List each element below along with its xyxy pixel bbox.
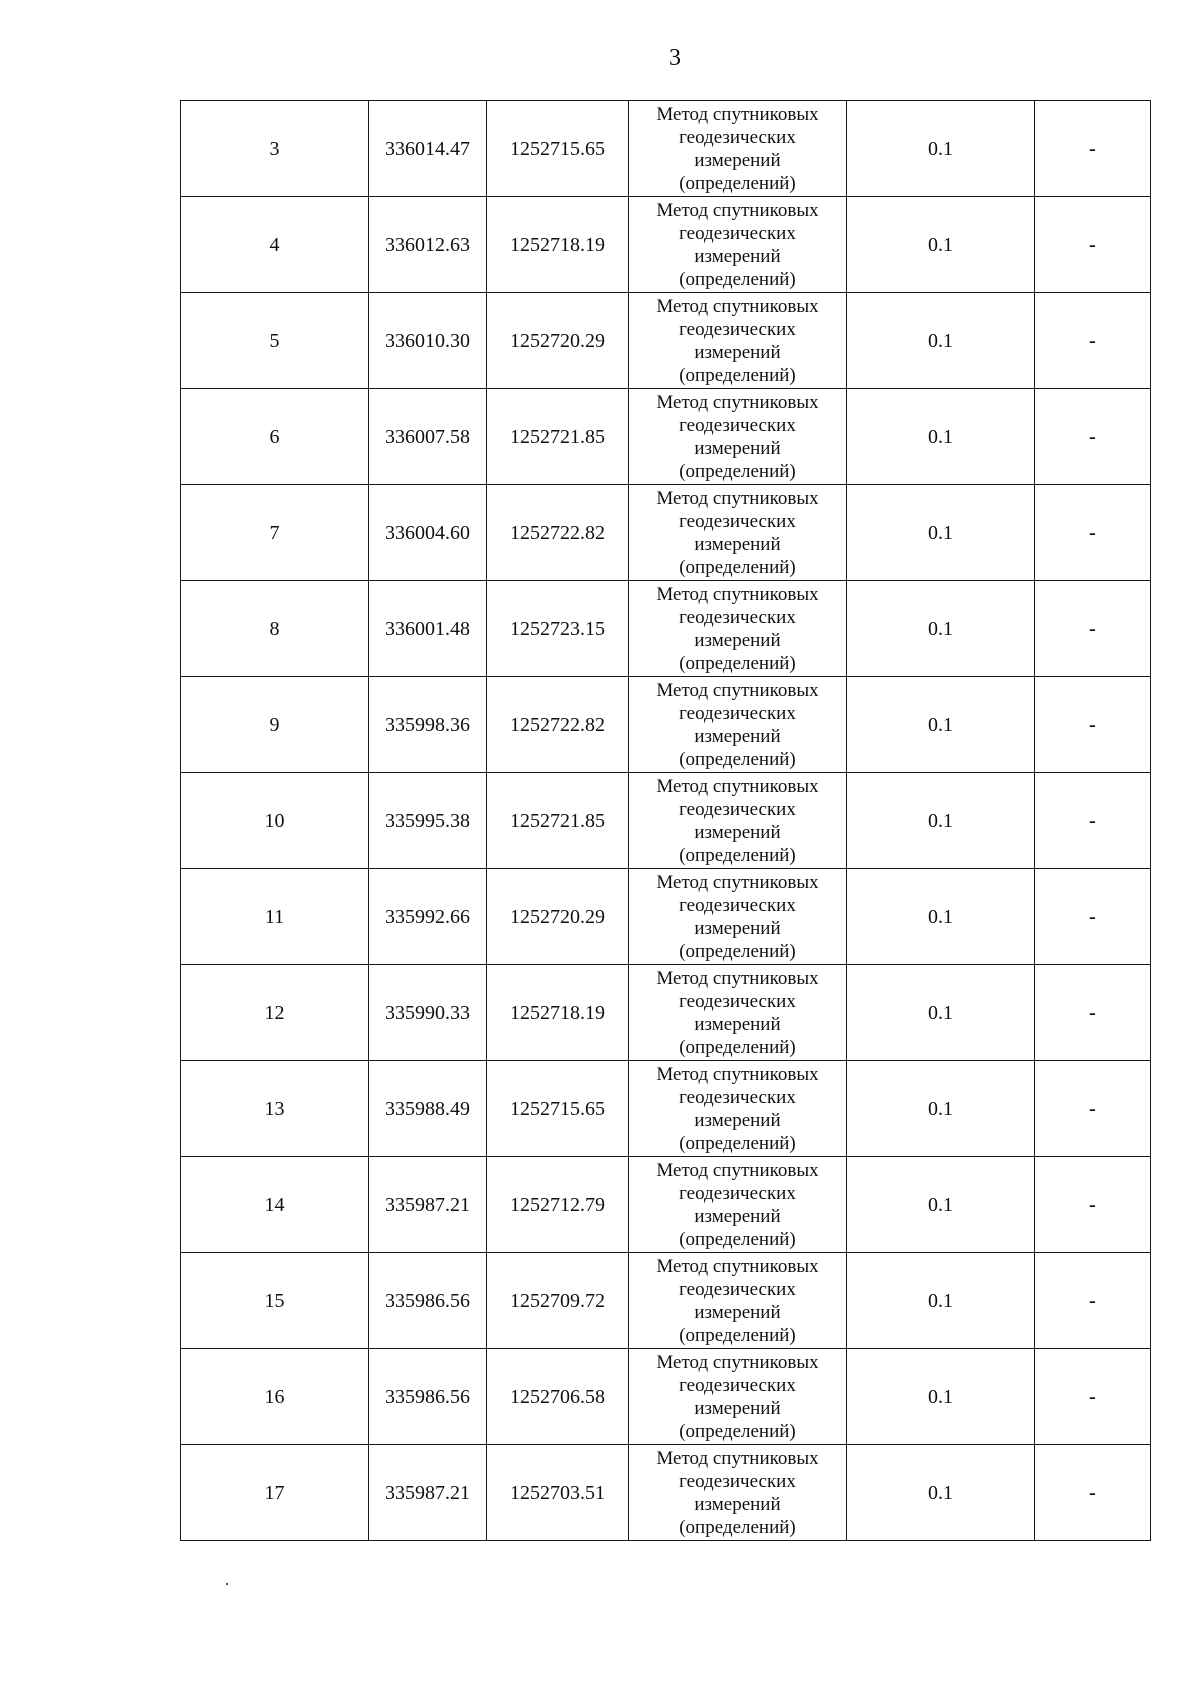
method-line-3: измерений [694,533,781,555]
method-line-2: геодезических [679,1374,796,1396]
method-line-2: геодезических [679,414,796,436]
note-cell: - [1035,293,1151,389]
accuracy-cell: 0.1 [847,965,1035,1061]
method-line-3: измерений [694,629,781,651]
x-coordinate-cell: 335986.56 [369,1253,487,1349]
method-line-4: (определений) [679,460,796,482]
note-cell: - [1035,1253,1151,1349]
x-coordinate-cell: 335986.56 [369,1349,487,1445]
method-cell [629,389,847,485]
method-cell [629,197,847,293]
accuracy-cell: 0.1 [847,1253,1035,1349]
method-line-2: геодезических [679,318,796,340]
method-line-1: Метод спутниковых [656,1159,819,1181]
accuracy-cell: 0.1 [847,1445,1035,1541]
table-row [181,1445,1151,1541]
method-line-4: (определений) [679,268,796,290]
point-number-cell: 13 [181,1061,369,1157]
y-coordinate-cell: 1252720.29 [487,293,629,389]
method-line-4: (определений) [679,652,796,674]
method-line-2: геодезических [679,798,796,820]
point-number-cell: 11 [181,869,369,965]
scan-speck [226,1583,228,1585]
y-coordinate-cell: 1252718.19 [487,197,629,293]
method-line-2: геодезических [679,894,796,916]
method-line-3: измерений [694,1301,781,1323]
point-number-cell: 7 [181,485,369,581]
note-cell: - [1035,1349,1151,1445]
point-number-cell: 17 [181,1445,369,1541]
x-coordinate-cell: 336010.30 [369,293,487,389]
note-cell: - [1035,773,1151,869]
method-cell [629,869,847,965]
accuracy-cell: 0.1 [847,869,1035,965]
accuracy-cell: 0.1 [847,581,1035,677]
y-coordinate-cell: 1252721.85 [487,773,629,869]
table-row [181,197,1151,293]
x-coordinate-cell: 335987.21 [369,1157,487,1253]
method-cell [629,965,847,1061]
method-line-1: Метод спутниковых [656,295,819,317]
method-line-3: измерений [694,245,781,267]
method-line-1: Метод спутниковых [656,967,819,989]
y-coordinate-cell: 1252723.15 [487,581,629,677]
method-line-1: Метод спутниковых [656,679,819,701]
y-coordinate-cell: 1252712.79 [487,1157,629,1253]
accuracy-cell: 0.1 [847,1061,1035,1157]
method-line-2: геодезических [679,1182,796,1204]
method-line-2: геодезических [679,702,796,724]
method-cell [629,581,847,677]
method-line-3: измерений [694,725,781,747]
table-row [181,101,1151,197]
point-number-cell: 12 [181,965,369,1061]
table-row [181,1349,1151,1445]
method-line-2: геодезических [679,1470,796,1492]
method-line-4: (определений) [679,844,796,866]
method-line-1: Метод спутниковых [656,583,819,605]
method-line-1: Метод спутниковых [656,1063,819,1085]
table-row [181,1253,1151,1349]
point-number-cell: 16 [181,1349,369,1445]
method-cell [629,485,847,581]
method-line-4: (определений) [679,556,796,578]
accuracy-cell: 0.1 [847,773,1035,869]
method-line-3: измерений [694,1205,781,1227]
accuracy-cell: 0.1 [847,197,1035,293]
note-cell: - [1035,869,1151,965]
x-coordinate-cell: 336007.58 [369,389,487,485]
accuracy-cell: 0.1 [847,1349,1035,1445]
note-cell: - [1035,1157,1151,1253]
method-line-1: Метод спутниковых [656,199,819,221]
method-line-2: геодезических [679,990,796,1012]
coordinates-table [180,100,1151,1541]
x-coordinate-cell: 335987.21 [369,1445,487,1541]
coordinates-table-container [180,100,1151,1541]
page-number: 3 [669,45,681,71]
method-line-4: (определений) [679,1324,796,1346]
method-line-4: (определений) [679,1132,796,1154]
method-line-4: (определений) [679,1516,796,1538]
y-coordinate-cell: 1252715.65 [487,101,629,197]
method-line-1: Метод спутниковых [656,103,819,125]
method-cell [629,1349,847,1445]
method-cell [629,293,847,389]
method-line-3: измерений [694,1397,781,1419]
method-line-4: (определений) [679,1036,796,1058]
method-line-3: измерений [694,437,781,459]
method-line-4: (определений) [679,1228,796,1250]
method-line-4: (определений) [679,1420,796,1442]
method-line-1: Метод спутниковых [656,871,819,893]
method-line-3: измерений [694,821,781,843]
x-coordinate-cell: 335992.66 [369,869,487,965]
method-line-1: Метод спутниковых [656,391,819,413]
method-line-2: геодезических [679,1278,796,1300]
method-line-3: измерений [694,1109,781,1131]
note-cell: - [1035,1445,1151,1541]
method-line-2: геодезических [679,606,796,628]
method-line-1: Метод спутниковых [656,1351,819,1373]
method-line-1: Метод спутниковых [656,775,819,797]
y-coordinate-cell: 1252715.65 [487,1061,629,1157]
method-cell [629,773,847,869]
table-row [181,389,1151,485]
x-coordinate-cell: 335988.49 [369,1061,487,1157]
table-row [181,1157,1151,1253]
accuracy-cell: 0.1 [847,101,1035,197]
y-coordinate-cell: 1252703.51 [487,1445,629,1541]
y-coordinate-cell: 1252721.85 [487,389,629,485]
table-row [181,581,1151,677]
method-line-3: измерений [694,917,781,939]
x-coordinate-cell: 336014.47 [369,101,487,197]
table-row [181,965,1151,1061]
note-cell: - [1035,485,1151,581]
method-line-1: Метод спутниковых [656,1255,819,1277]
method-line-2: геодезических [679,222,796,244]
method-line-1: Метод спутниковых [656,1447,819,1469]
note-cell: - [1035,677,1151,773]
point-number-cell: 4 [181,197,369,293]
method-line-2: геодезических [679,1086,796,1108]
method-cell [629,1253,847,1349]
point-number-cell: 9 [181,677,369,773]
point-number-cell: 5 [181,293,369,389]
method-line-4: (определений) [679,940,796,962]
x-coordinate-cell: 335990.33 [369,965,487,1061]
y-coordinate-cell: 1252722.82 [487,677,629,773]
point-number-cell: 3 [181,101,369,197]
accuracy-cell: 0.1 [847,485,1035,581]
accuracy-cell: 0.1 [847,1157,1035,1253]
x-coordinate-cell: 335995.38 [369,773,487,869]
point-number-cell: 10 [181,773,369,869]
method-line-3: измерений [694,341,781,363]
method-cell [629,101,847,197]
table-row [181,869,1151,965]
coordinates-table-body [181,101,1151,1541]
method-cell [629,1445,847,1541]
table-row [181,677,1151,773]
point-number-cell: 15 [181,1253,369,1349]
y-coordinate-cell: 1252722.82 [487,485,629,581]
point-number-cell: 6 [181,389,369,485]
method-line-3: измерений [694,149,781,171]
y-coordinate-cell: 1252709.72 [487,1253,629,1349]
method-line-3: измерений [694,1493,781,1515]
accuracy-cell: 0.1 [847,293,1035,389]
table-row [181,1061,1151,1157]
note-cell: - [1035,197,1151,293]
method-line-2: геодезических [679,510,796,532]
note-cell: - [1035,1061,1151,1157]
method-line-1: Метод спутниковых [656,487,819,509]
method-line-4: (определений) [679,748,796,770]
point-number-cell: 8 [181,581,369,677]
y-coordinate-cell: 1252706.58 [487,1349,629,1445]
note-cell: - [1035,101,1151,197]
method-cell [629,1157,847,1253]
y-coordinate-cell: 1252718.19 [487,965,629,1061]
x-coordinate-cell: 336012.63 [369,197,487,293]
x-coordinate-cell: 336001.48 [369,581,487,677]
x-coordinate-cell: 335998.36 [369,677,487,773]
point-number-cell: 14 [181,1157,369,1253]
table-row [181,293,1151,389]
method-line-2: геодезических [679,126,796,148]
accuracy-cell: 0.1 [847,677,1035,773]
table-row [181,485,1151,581]
method-line-4: (определений) [679,172,796,194]
x-coordinate-cell: 336004.60 [369,485,487,581]
accuracy-cell: 0.1 [847,389,1035,485]
method-cell [629,677,847,773]
method-cell [629,1061,847,1157]
note-cell: - [1035,389,1151,485]
note-cell: - [1035,581,1151,677]
table-row [181,773,1151,869]
method-line-3: измерений [694,1013,781,1035]
note-cell: - [1035,965,1151,1061]
method-line-4: (определений) [679,364,796,386]
y-coordinate-cell: 1252720.29 [487,869,629,965]
